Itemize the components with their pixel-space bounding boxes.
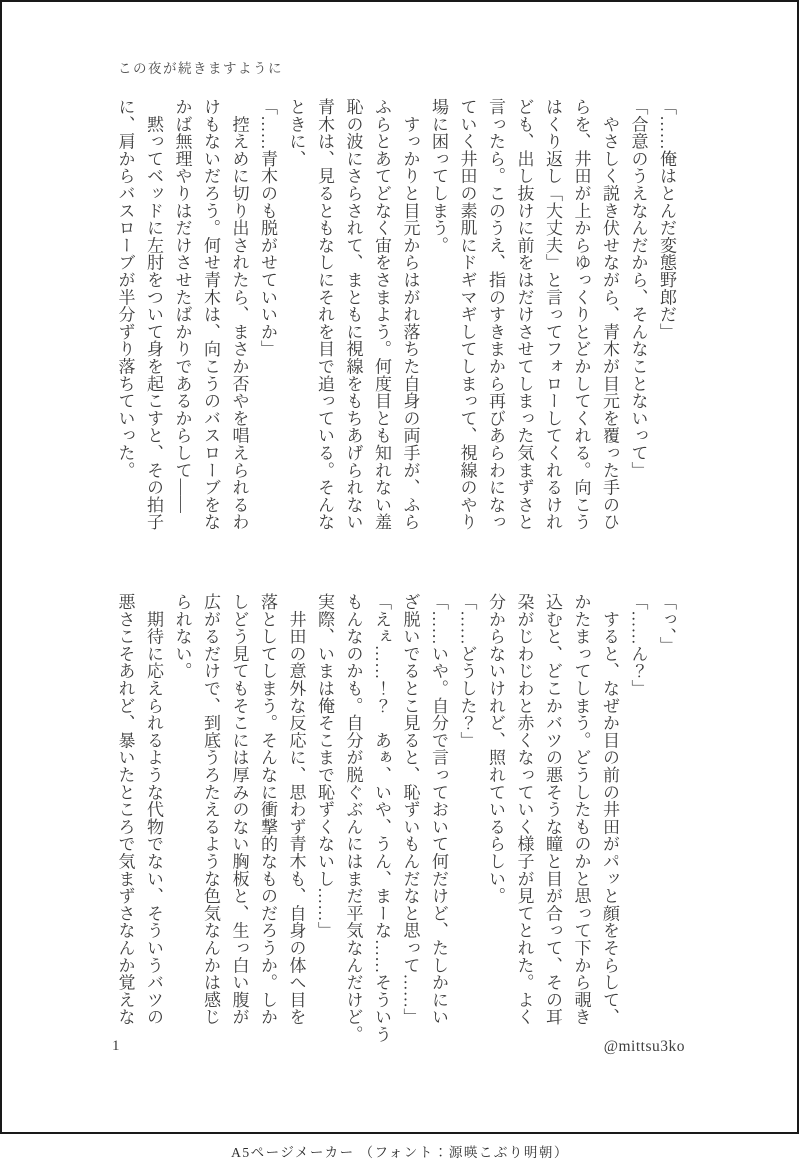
text-line: 広がるだけで、到底うろたえるような色気なんかは感じ xyxy=(201,593,220,1026)
author-handle: @mittsu3ko xyxy=(603,1038,685,1055)
text-line: やさしく説き伏せながら、青木が目元を覆った手のひ xyxy=(600,98,619,531)
text-line: 控えめに切り出されたら、まさか否やを唱えられるわ xyxy=(229,98,249,531)
text-line: けもないだろう。何せ青木は、向こうのバスローブをな xyxy=(201,98,220,531)
text-line: ども、出し抜けに前をはだけさせてしまった気まずさと xyxy=(514,98,534,531)
text-line: らを、井田が上からゆっくりとどかしてくれる。向こう xyxy=(571,98,591,531)
text-line: 込むと、どこかバツの悪そうな瞳と目が合って、その耳 xyxy=(543,593,562,1026)
text-line: すると、なぜか目の前の井田がパッと顔をそらして、 xyxy=(600,593,619,1026)
text-line: 場に困ってしまう。 xyxy=(429,98,448,254)
text-line: 悪さこそあれど、暴いたところで気まずさなんか覚えな xyxy=(115,593,135,1026)
text-line: 「っ、」 xyxy=(657,593,676,654)
text-line: 井田の意外な反応に、思わず青木も、自身の体へ目を xyxy=(286,593,306,1026)
text-line: 「……俺はとんだ変態野郎だ」 xyxy=(657,98,676,341)
text-line: 「合意のうえなんだから、そんなことないって」 xyxy=(628,98,648,479)
text-line: ときに、 xyxy=(286,98,306,168)
page-number: 1 xyxy=(112,1038,120,1054)
text-line: 実際、いまは俺そこまで恥ずくないし……」 xyxy=(315,593,334,939)
text-line: ふらとあてどなく宙をさまよう。何度目とも知れない羞 xyxy=(372,98,391,531)
text-line: もんなのかも。自分が脱ぐぶんにはまだ平気なんだけど。 xyxy=(343,593,363,1043)
text-line: かたまってしまう。どうしたものかと思って下から覗き xyxy=(571,593,591,1026)
footer-caption: A5ページメーカー （フォント：源暎こぶり明朝） xyxy=(231,1145,569,1160)
text-line: 「……ん？」 xyxy=(628,593,648,697)
text-line: 分からないけれど、照れているらしい。 xyxy=(486,593,505,905)
text-line: 「えぇ……！？ あぁ、いや、うん、まーな……そういう xyxy=(372,593,391,1043)
text-line: 恥の波にさらされて、まともに視線をもちあげられない xyxy=(343,98,363,531)
text-line: に、肩からバスローブが半分ずり落ちていった。 xyxy=(115,98,135,479)
vertical-text-block-2 xyxy=(110,593,680,1043)
text-line: 言ったら。このうえ、指のすきまから再びあらわになっ xyxy=(486,98,505,531)
text-line: かば無理やりはだけさせたばかりであるからして―― xyxy=(172,98,192,514)
text-line: 「……いや。自分で言っておいて何だけど、たしかにい xyxy=(429,593,448,1026)
text-line: 朶がじわじわと赤くなっていく様子が見てとれた。よく xyxy=(514,593,534,1026)
text-line: ていく井田の素肌にドギマギしてしまって、視線のやり xyxy=(457,98,477,531)
text-line: 「……青木のも脱がせていいか」 xyxy=(258,98,277,358)
running-header-title: この夜が続きますように xyxy=(118,61,283,76)
text-line: 黙ってベッドに左肘をついて身を起こすと、その拍子 xyxy=(144,98,163,531)
text-line: しどう見てもそこには厚みのない胸板と、生っ白い腹が xyxy=(229,593,249,1026)
text-line: ざ脱いでるとこ見ると、恥ずいもんだなと思って……」 xyxy=(400,593,420,1026)
text-line: はくり返し「大丈夫」と言ってフォローしてくれるけれ xyxy=(543,98,562,531)
vertical-text-block-1 xyxy=(110,98,680,543)
text-line: すっかりと目元からはがれ落ちた自身の両手が、ふら xyxy=(400,98,420,531)
text-line: 期待に応えられるような代物でない、そういうバツの xyxy=(144,593,163,1026)
text-line: 落としてしまう。そんなに衝撃的なものだろうか。しか xyxy=(258,593,277,1026)
text-line: 「……どうした？」 xyxy=(457,593,477,749)
text-line: られない。 xyxy=(172,593,192,680)
text-line: 青木は、見るともなしにそれを目で追っている。そんな xyxy=(315,98,334,531)
